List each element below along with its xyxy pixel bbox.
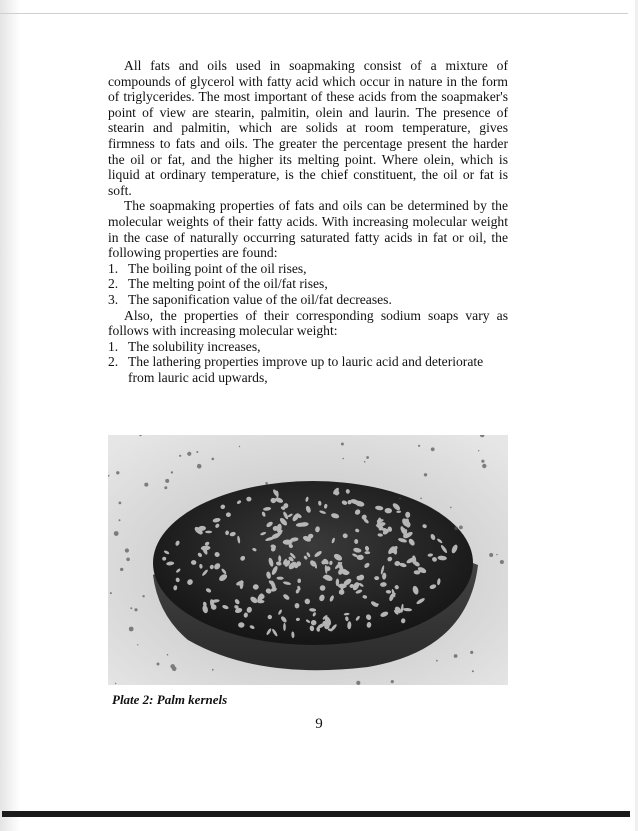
ground-speck xyxy=(212,669,214,671)
paragraph-sodium-soaps: Also, the properties of their corresponding sodium soaps vary as follows with increasing molecular weight: xyxy=(108,307,508,339)
ground-speck xyxy=(364,461,366,463)
list-item-text: The solubility increases, xyxy=(128,338,261,354)
ground-speck xyxy=(436,660,438,662)
ground-speck xyxy=(459,526,463,530)
list-item-number: 1. xyxy=(108,260,119,276)
ground-speck xyxy=(454,654,458,658)
soap-properties-list xyxy=(108,339,508,386)
ground-speck xyxy=(170,664,175,669)
top-rule xyxy=(0,13,628,14)
kernel-highlight xyxy=(205,531,212,534)
ground-speck xyxy=(420,498,422,500)
ground-speck xyxy=(342,458,344,460)
ground-speck xyxy=(391,680,394,683)
ground-speck xyxy=(431,447,435,451)
ground-speck xyxy=(341,443,344,446)
list-item xyxy=(108,276,508,292)
ground-speck xyxy=(116,471,119,474)
list-item xyxy=(108,261,508,277)
bottom-rule xyxy=(2,811,630,817)
list-item-number: 2. xyxy=(108,276,119,292)
ground-speck xyxy=(130,607,132,609)
ground-speck xyxy=(454,527,458,531)
ground-speck xyxy=(125,548,129,552)
ground-speck xyxy=(366,456,369,459)
ground-speck xyxy=(115,683,116,684)
basket-of-palm-kernels-photo xyxy=(108,435,508,685)
ground-speck xyxy=(114,531,119,536)
ground-speck xyxy=(110,592,112,594)
body-text xyxy=(108,58,508,385)
ground-speck xyxy=(171,471,173,473)
page-number: 9 xyxy=(315,716,323,732)
ground-speck xyxy=(478,450,479,451)
ground-speck xyxy=(119,502,122,505)
list-item-number: 3. xyxy=(108,291,119,307)
ground-speck xyxy=(265,482,268,485)
ground-speck xyxy=(164,486,167,489)
kernel-highlight xyxy=(283,540,293,545)
ground-speck xyxy=(470,651,473,654)
paragraph-fats-and-oils: All fats and oils used in soapmaking consist of a mixture of compounds of glycerol with fatty acid which occur in nature in the form of triglycerides. The most important of these acids from the soapmaker's point of view are stearin, palmitin, olein and laurin. The presence of stearin and palmitin, which are solids at room temperature, gives firmness to fats and oils. The greater the percentage present the harder the oil or fat, and the higher its melting point. Where olein, which is liquid at ordinary temperature, is the chief constituent, the oil or fat is soft. xyxy=(108,58,508,198)
ground-speck xyxy=(496,554,497,555)
list-item-text: The saponification value of the oil/fat decreases. xyxy=(128,291,392,307)
ground-speck xyxy=(137,644,138,645)
ground-speck xyxy=(399,498,401,500)
list-item xyxy=(108,339,508,355)
ground-speck xyxy=(212,458,215,461)
ground-speck xyxy=(424,473,427,476)
page-left-shadow xyxy=(0,0,20,831)
list-item-text: The boiling point of the oil rises, xyxy=(128,260,307,276)
ground-speck xyxy=(239,446,240,447)
list-item-number: 1. xyxy=(108,338,119,354)
paragraph-soapmaking-properties: The soapmaking properties of fats and oils can be determined by the molecular weights of their fatty acids. With increasing molecular weight in the case of naturally occurring saturated fatty acids in fat or oil, the following properties are found: xyxy=(108,198,508,261)
ground-speck xyxy=(187,452,191,456)
ground-speck xyxy=(500,560,504,564)
ground-speck xyxy=(165,479,169,483)
ground-speck xyxy=(489,553,493,557)
properties-list xyxy=(108,261,508,308)
list-item-text: The lathering properties improve up to lauric acid and deteriorate from lauric acid upwards, xyxy=(128,354,484,385)
ground-speck xyxy=(196,451,198,453)
ground-speck xyxy=(126,558,130,562)
ground-speck xyxy=(418,445,420,447)
ground-speck xyxy=(356,681,360,685)
list-item xyxy=(108,354,508,385)
ground-speck xyxy=(142,595,144,597)
palm-kernels-photo xyxy=(108,435,508,685)
ground-speck xyxy=(120,568,123,571)
ground-speck xyxy=(472,670,474,672)
ground-speck xyxy=(197,464,202,469)
ground-speck xyxy=(129,627,134,632)
kernel-highlight xyxy=(283,623,286,631)
ground-speck xyxy=(167,654,169,656)
plate-caption: Plate 2: Palm kernels xyxy=(112,692,228,707)
ground-speck xyxy=(450,507,452,509)
list-item-text: The melting point of the oil/fat rises, xyxy=(128,276,328,292)
ground-speck xyxy=(482,464,486,468)
ground-speck xyxy=(157,663,160,666)
kernel-highlight xyxy=(238,622,244,627)
ground-speck xyxy=(481,460,484,463)
ground-speck xyxy=(179,455,181,457)
ground-speck xyxy=(134,608,137,611)
list-item xyxy=(108,292,508,308)
list-item-number: 2. xyxy=(108,354,119,370)
ground-speck xyxy=(144,483,148,487)
ground-speck xyxy=(119,519,121,521)
